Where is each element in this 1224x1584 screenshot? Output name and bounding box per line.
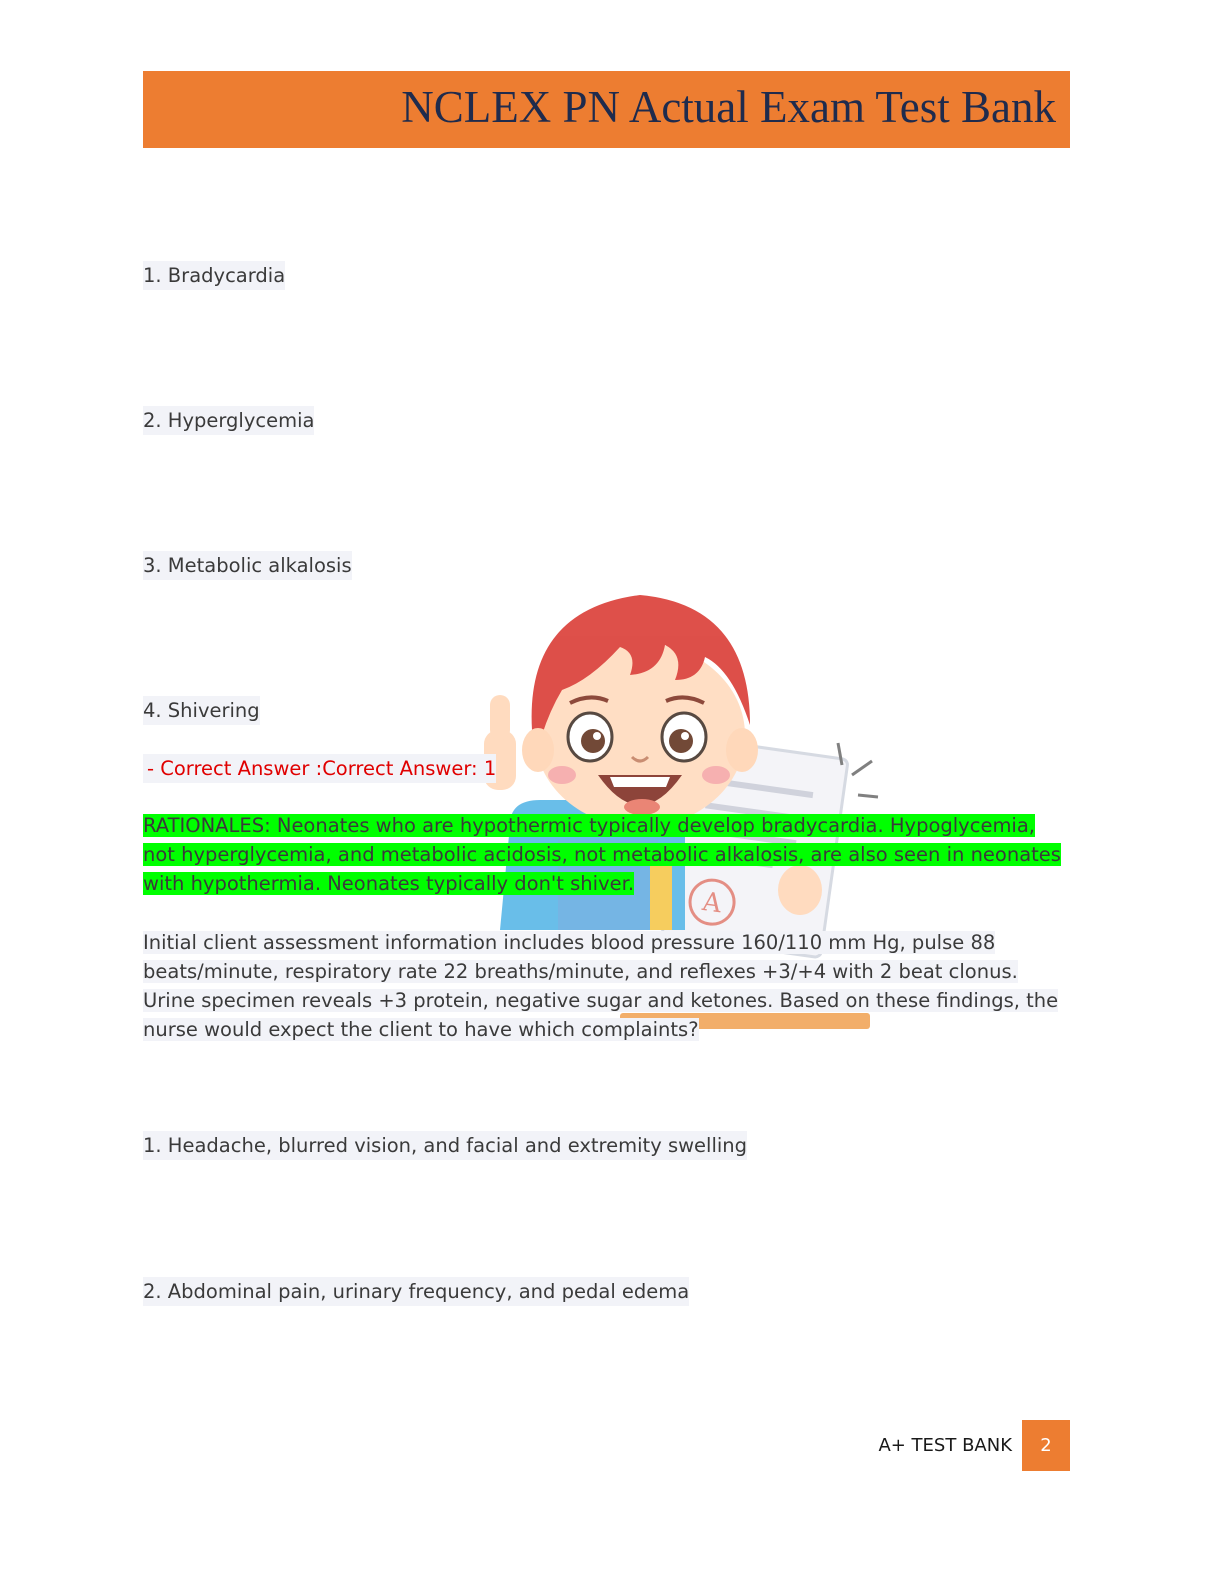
option-headache: 1. Headache, blurred vision, and facial and extremity swelling: [143, 1131, 747, 1160]
correct-answer: - Correct Answer :Correct Answer: 1: [143, 754, 496, 783]
header-banner: [143, 71, 1070, 148]
page-number: 2: [1022, 1420, 1070, 1471]
option-shivering: 4. Shivering: [143, 696, 260, 725]
option-metabolic-alkalosis: 3. Metabolic alkalosis: [143, 551, 352, 580]
question-stem: [143, 928, 1063, 1044]
option-hyperglycemia: 2. Hyperglycemia: [143, 406, 314, 435]
option-abdominal-pain: 2. Abdominal pain, urinary frequency, and pedal edema: [143, 1277, 689, 1306]
option-bradycardia: 1. Bradycardia: [143, 261, 285, 290]
grade-mark: A: [700, 886, 724, 920]
rationale-highlight: RATIONALES: Neonates who are hypothermic typically develop bradycardia. Hypoglycemia, not hyperglycemia, and metabolic acidosis, not metabolic alkalosis, are also seen in neonates with hypothermia. Neonates typically don't shiver.: [143, 814, 1061, 895]
rationale-text: [143, 811, 1063, 898]
question-stem-text: Initial client assessment information includes blood pressure 160/110 mm Hg, pulse 88 beats/minute, respiratory rate 22 breaths/minute, and reflexes +3/+4 with 2 beat clonus. Urine specimen reveals +3 protein, negative sugar and ketones. Based on these findings, the nurse would expect the client to have which complaints?: [143, 931, 1059, 1041]
footer-label: A+ TEST BANK: [878, 1435, 1012, 1456]
page-title: NCLEX PN Actual Exam Test Bank: [401, 82, 1056, 132]
